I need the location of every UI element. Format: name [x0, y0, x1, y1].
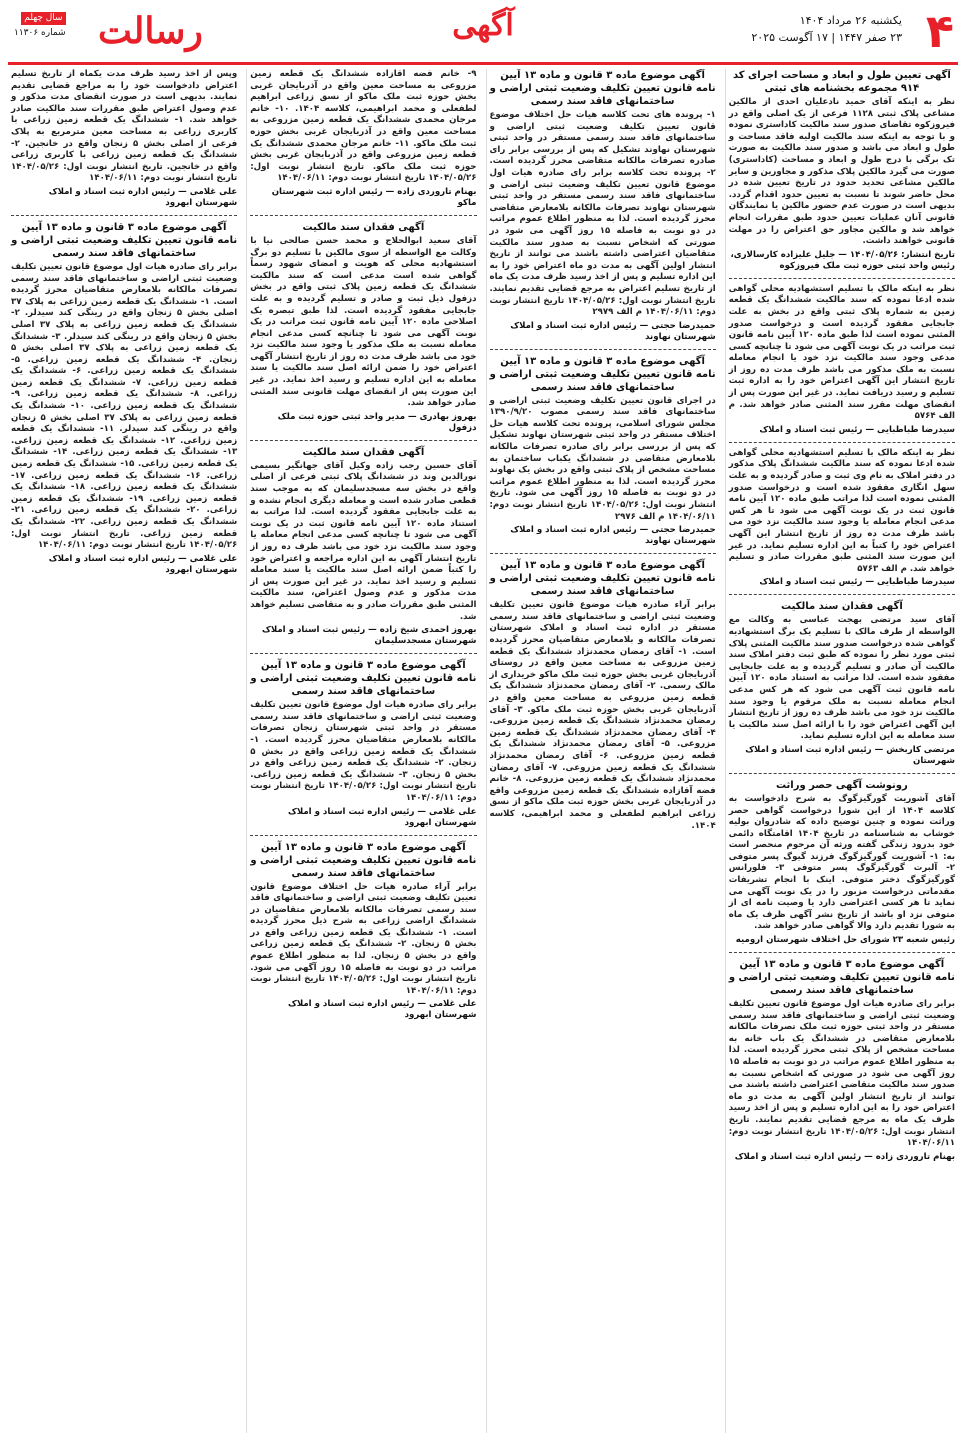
ad-block	[250, 841, 476, 1022]
ad-body: برابر رای صادره هیات اول موضوع قانون تعیین تکلیف وضعیت ثبتی اراضی و ساختمانهای فاقد سند رسمی تصرفات مالکانه بلامعارض متقاضیان محرز گردیده است. ۱- ششدانگ یک قطعه زمین زراعی به پلاک ۳۷ اصلی بخش ۵ زنجان واقع در رینگی کند سیدلر. ۲- ششدانگ یک قطعه زمین زراعی به پلاک ۳۷ اصلی بخش ۵ زنجان واقع در رینگی کند سیدلر. ۳- ششدانگ یک قطعه زمین زراعی به پلاک ۳۷ اصلی بخش ۵ زنجان. ۴- ششدانگ یک قطعه زمین زراعی. ۵- ششدانگ یک قطعه زمین زراعی. ۶- ششدانگ یک قطعه زمین زراعی. ۷- ششدانگ یک قطعه زمین زراعی. ۸- ششدانگ یک قطعه زمین زراعی. ۹- ششدانگ یک قطعه زمین زراعی. ۱۰- ششدانگ یک قطعه زمین زراعی به پلاک ۳۷ اصلی بخش ۵ زنجان واقع در رینگی کند سیدلر. ۱۱- ششدانگ یک قطعه زمین زراعی. ۱۲- ششدانگ یک قطعه زمین زراعی. ۱۳- ششدانگ یک قطعه زمین زراعی. ۱۴- ششدانگ یک قطعه زمین زراعی. ۱۵- ششدانگ یک قطعه زمین زراعی. ۱۶- ششدانگ یک قطعه زمین زراعی. ۱۷- ششدانگ یک قطعه زمین زراعی. ۱۸- ششدانگ یک قطعه زمین زراعی. ۱۹- ششدانگ یک قطعه زمین زراعی. ۲۰- ششدانگ یک قطعه زمین زراعی. ۲۱- ششدانگ یک قطعه زمین زراعی. ۲۲- ششدانگ یک قطعه زمین زراعی. تاریخ انتشار نوبت اول: ۱۴۰۴/۰۵/۲۶ تاریخ انتشار نوبت دوم: ۱۴۰۴/۰۶/۱۱	[11, 261, 238, 551]
ad-title: آگهی موضوع ماده ۳ قانون و ماده ۱۳ آیین نامه قانون تعیین تکلیف وضعیت ثبتی اراضی و ساختمانهای فاقد سند رسمی	[489, 355, 716, 393]
ad-title: آگهی تعیین طول و ابعاد و مساحت اجرای کد ۹۱۴ مجموعه بخشنامه های ثبتی	[732, 70, 951, 94]
page-number: ۴	[925, 4, 954, 58]
ad-columns	[8, 69, 958, 1433]
ad-signature: علی غلامی — رئیس اداره ثبت اسناد و املاک شهرستان ابهرود	[288, 806, 477, 828]
issue-dates	[751, 12, 902, 46]
ad-block	[729, 779, 955, 946]
date-persian: یکشنبه ۲۶ مرداد ۱۴۰۴	[799, 14, 902, 27]
ad-block	[11, 221, 237, 576]
ad-separator	[11, 215, 237, 216]
ad-title: آگهی موضوع ماده ۳ قانون و ماده ۱۳ آیین نامه قانون تعیین تکلیف وضعیت ثبتی اراضی و ساختمانهای فاقد سند رسمی	[250, 660, 477, 698]
ad-signature: بهنام تاروردی زاده — رئیس اداره ثبت شهرستان ماکو	[271, 186, 477, 208]
ad-body: برابر آراء صادره هیات حل اختلاف موضوع قانون تعیین تکلیف وضعیت ثبتی اراضی و ساختمانهای فاقد سند رسمی تصرفات مالکانه بلامعارض متقاضیان در ششدانگ اراضی زراعی به شرح ذیل محرز گردیده است. ۱- ششدانگ یک قطعه زمین زراعی واقع در بخش ۵ زنجان. ۲- ششدانگ یک قطعه زمین زراعی واقع در بخش ۵ زنجان. لذا به منظور اطلاع عموم مراتب در دو نوبت به فاصله ۱۵ روز آگهی می شود. تاریخ انتشار نوبت اول: ۱۴۰۴/۰۵/۲۶ تاریخ انتشار نوبت دوم: ۱۴۰۴/۰۶/۱۱	[250, 881, 477, 996]
ad-separator	[250, 215, 476, 216]
ad-signature: علی غلامی — رئیس اداره ثبت اسناد و املاک شهرستان ابهرود	[288, 999, 477, 1021]
ad-title: آگهی فقدان سند مالکیت	[780, 601, 903, 613]
ad-signature: تاریخ انتشار: ۱۴۰۴/۰۵/۲۶ — جلیل علیزاده کارسالاری، رئیس واحد ثبتی حوزه ثبت ملک فیروزکوه	[730, 249, 955, 271]
ad-separator	[729, 442, 955, 443]
ad-block	[490, 559, 716, 832]
column-4	[8, 69, 240, 1433]
ad-body: نظر به اینکه مالک با تسلیم استشهادیه محلی گواهی شده ادعا نموده که سند مالکیت ششدانگ پلاک مذکور در دفتر املاک به نام وی ثبت و صادر گردیده و به علت سهل انگاری مفقود شده است و درخواست صدور المثنی نموده است لذا مراتب طبق ماده ۱۲۰ آیین نامه قانون ثبت در یک نوبت آگهی می شود تا هر کس مدعی انجام معامله یا وجود سند مالکیت نزد خود می باشد ظرف مدت ده روز از تاریخ انتشار این آگهی اعتراض خود را کتباً به این اداره تسلیم نماید. در غیر این صورت سند المثنی طبق مقررات صادر و تسلیم خواهد شد. م الف ۵۷۶۳	[728, 447, 955, 574]
ad-title: آگهی موضوع ماده ۳ قانون و ماده ۱۳ آیین نامه قانون تعیین تکلیف وضعیت ثبتی اراضی و ساختمانهای فاقد سند رسمی	[250, 841, 477, 879]
ad-block	[729, 958, 955, 1163]
ad-block	[729, 448, 955, 589]
ad-block	[250, 659, 476, 828]
ad-block	[729, 69, 955, 272]
ad-title: آگهی موضوع ماده ۳ قانون و ماده ۱۳ آیین نامه قانون تعیین تکلیف وضعیت ثبتی اراضی و ساختمانهای فاقد سند رسمی	[489, 70, 716, 107]
ad-title: رونوشت آگهی حصر وراثت	[775, 779, 908, 791]
ad-separator	[729, 278, 955, 279]
ad-signature: مرتضی کاربخش — رئیس اداره ثبت اسناد و املاک شهرستان	[745, 744, 955, 766]
ad-signature: علی غلامی — رئیس اداره ثبت اسناد و املاک شهرستان ابهرود	[48, 186, 238, 208]
date-hijri-gregorian: ۲۳ صفر ۱۴۴۷ | ۱۷ آگوست ۲۰۲۵	[751, 31, 902, 44]
ad-separator	[729, 952, 955, 953]
ad-body: وپس از اخذ رسید ظرف مدت یکماه از تاریخ تسلیم اعتراض دادخواست خود را به مراجع قضایی تقدیم نمایند. بدیهی است در صورت انقضای مدت مذکور و عدم وصول اعتراض طبق مقررات سند مالکیت صادر خواهد شد. ۱- ششدانگ یک قطعه زمین زراعی با کاربری زراعی به مساحت معین مترمربع به پلاک فرعی از اصلی بخش ۵ زنجان واقع در خانجین. ۲- ششدانگ یک قطعه زمین زراعی با کاربری زراعی واقع در خانجین. تاریخ انتشار نوبت اول: ۱۴۰۴/۰۵/۲۶ تاریخ انتشار نوبت دوم: ۱۴۰۴/۰۶/۱۱	[11, 69, 238, 184]
header-rule	[8, 62, 958, 65]
ad-signature: سیدرضا طباطبایی — رئیس ثبت اسناد و املاک	[759, 424, 955, 435]
ad-body: در اجرای قانون تعیین تکلیف وضعیت ثبتی اراضی و ساختمانهای فاقد سند رسمی مصوب ۱۳۹۰/۹/۲۰ مجلس شورای اسلامی، پرونده تحت کلاسه هیات حل اختلاف مستقر در واحد ثبتی شهرستان نهاوند تشکیل که پس از بررسی برابر رای صادره تصرفات مالکانه بلامعارض متقاضی در ششدانگ یکباب ساختمان به مساحت مشخص از پلاک ثبتی واقع در بخش یک نهاوند محرز گردیده است. لذا به منظور اطلاع عموم مراتب در دو نوبت به فاصله ۱۵ روز آگهی می شود. تاریخ انتشار نوبت اول: ۱۴۰۴/۰۵/۲۶ تاریخ انتشار نوبت دوم: ۱۴۰۴/۰۶/۱۱ م الف ۲۹۷۶	[489, 395, 716, 522]
ad-body: نظر به اینکه آقای حمید نادعلیان احدی از مالکین مشاعی پلاک ثبتی ۱۱۲۸ فرعی از یک اصلی واقع در فیروزکوه تقاضای صدور سند مالکیت کاداستری نموده و با توجه به اینکه سند مالکیت اولیه فاقد مساحت و طول و ابعاد می باشد و صدور سند مالکیت به صورت تک برگی با درج طول و ابعاد و مساحت (کاداستری) صورت می گیرد مالکین پلاک مذکور و مجاورین و سایر مالکین مشاعی تحدید حدود در تاریخ تعیین شده در محل حاضر شوند تا نسبت به تعیین حدود اقدام گردد. بدیهی است در صورت عدم حضور مالکین یا نمایندگان قانونی آنان عملیات تعیین حدود طبق مقررات انجام خواهد شد و مالکین مجاور حق اعتراض را در مهلت قانونی خواهند داشت.	[728, 97, 955, 247]
ad-separator	[250, 440, 476, 441]
ad-separator	[250, 835, 476, 836]
ad-block	[250, 221, 476, 434]
ad-title: آگهی فقدان سند مالکیت	[302, 446, 425, 458]
ad-block	[729, 284, 955, 436]
ad-title: آگهی موضوع ماده ۳ قانون و ماده ۱۳ آیین نامه قانون تعیین تکلیف وضعیت ثبتی اراضی و ساختمانهای فاقد سند رسمی	[728, 959, 955, 997]
ad-signature: بهروز بهادری — مدیر واحد ثبتی حوزه ثبت ملک دزفول	[277, 411, 477, 433]
section-title: آگهی	[452, 8, 514, 43]
ad-block	[490, 69, 716, 343]
ad-signature: سیدرضا طباطبایی — رئیس ثبت اسناد و املاک	[759, 577, 955, 588]
ad-body: آقای سید مرتضی بهجت عباسی به وکالت مع الواسطه از طرف مالک با تسلیم یک برگ استشهادیه گواهی شده درخواست صدور سند مالکیت المثنی پلاک ثبتی مورد نظر را نموده که طبق ثبت دفتر املاک سند مالکیت آن صادر و تسلیم گردیده و به علت جابجایی مفقود شده است. لذا مراتب به استناد ماده ۱۲۰ آیین نامه قانون ثبت آگهی می شود که هر کس مدعی انجام معامله نسبت به ملک مرقوم یا وجود سند مالکیت نزد خود می باشد ظرف ده روز از تاریخ انتشار این آگهی اعتراض خود را با ارائه اصل سند مالکیت یا سند معامله به این اداره تسلیم نماید.	[728, 615, 956, 742]
ad-body: ۹- خانم فضه آقازاده ششدانگ یک قطعه زمین مزروعی به مساحت معین واقع در آذربایجان غربی بخش حوزه ثبت ملک ماکو از نسق زراعی ابراهیم لطفعلی و محمد ابراهیمی، کلاسه ۱۴۰۴. ۱۰- خانم مرجان محمدی ششدانگ یک قطعه زمین مزروعی به مساحت معین واقع در آذربایجان غربی بخش حوزه ثبت ملک ماکو. ۱۱- خانم مرجان محمدی ششدانگ یک قطعه زمین مزروعی واقع در آذربایجان غربی بخش حوزه ثبت ملک ماکو. تاریخ انتشار نوبت اول: ۱۴۰۴/۰۵/۲۶ تاریخ انتشار نوبت دوم: ۱۴۰۴/۰۶/۱۱	[250, 69, 477, 184]
column-3	[246, 69, 479, 1433]
issue-meta	[14, 12, 66, 40]
issue-number: شماره ۱۱۳۰۶	[14, 28, 66, 38]
ad-body: برابر رای صادره هیات اول موضوع قانون تعیین تکلیف وضعیت ثبتی اراضی و ساختمانهای فاقد سند رسمی مستقر در واحد ثبتی حوزه ثبت ملک تصرفات مالکانه بلامعارض متقاضی در ششدانگ یک باب خانه به مساحت مشخص از پلاک ثبتی محرز گردیده است. لذا به منظور اطلاع عموم مراتب در دو نوبت به فاصله ۱۵ روز آگهی می شود در صورتی که اشخاص نسبت به صدور سند مالکیت متقاضی اعتراضی داشته باشند می توانند از تاریخ انتشار اولین آگهی به مدت دو ماه اعتراض خود را به این اداره تسلیم و پس از اخذ رسید ظرف یک ماه به مرجع قضایی تقدیم نمایند. تاریخ انتشار نوبت اول: ۱۴۰۴/۰۵/۲۶ تاریخ انتشار نوبت دوم: ۱۴۰۴/۰۶/۱۱	[728, 999, 955, 1149]
volume-year: سال چهلم	[21, 12, 65, 25]
ad-body: نظر به اینکه مالک با تسلیم استشهادیه محلی گواهی شده ادعا نموده که سند مالکیت ششدانگ یک قطعه زمین به شماره پلاک ثبتی واقع در بخش به علت جابجایی مفقود گردیده است و درخواست صدور المثنی نموده است لذا طبق ماده ۱۲۰ آیین نامه قانون ثبت مراتب در یک نوبت آگهی می شود تا چنانچه کسی مدعی وجود سند مالکیت نزد خود یا انجام معامله نسبت به ملک مذکور می باشد ظرف مدت ده روز از تاریخ انتشار این آگهی اعتراض خود را به اداره ثبت تسلیم و رسید دریافت نماید. در غیر این صورت پس از انقضای مهلت مقرر سند المثنی صادر خواهد شد. م الف ۵۷۶۴	[728, 283, 955, 422]
ad-body: برابر آراء صادره هیات موضوع قانون تعیین تکلیف وضعیت ثبتی اراضی و ساختمانهای فاقد سند رسمی مستقر در اداره ثبت اسناد و املاک شهرستان تصرفات مالکانه و بلامعارض متقاضیان محرز گردیده است. ۱- آقای رمضان محمدنژاد ششدانگ یک قطعه زمین مزروعی به مساحت معین واقع در روستای آذربایجان غربی بخش حوزه ثبت ملک ماکو خریداری از مالک رسمی. ۲- آقای رمضان محمدنژاد ششدانگ یک قطعه زمین مزروعی به مساحت معین واقع در آذربایجان غربی بخش حوزه ثبت ملک ماکو. ۳- آقای رمضان محمدنژاد ششدانگ یک قطعه زمین مزروعی. ۴- آقای رمضان محمدنژاد ششدانگ یک قطعه زمین مزروعی. ۵- آقای رمضان محمدنژاد ششدانگ یک قطعه زمین مزروعی. ۶- آقای رمضان محمدنژاد ششدانگ یک قطعه زمین مزروعی. ۷- آقای رمضان محمدنژاد ششدانگ یک قطعه زمین مزروعی. ۸- خانم فضه آقازاده ششدانگ یک قطعه زمین مزروعی واقع در آذربایجان غربی بخش حوزه ثبت ملک ماکو از نسق زراعی ابراهیم لطفعلی و محمد ابراهیمی، کلاسه ۱۴۰۴.	[489, 600, 716, 831]
ad-body: برابر رای صادره هیات اول موضوع قانون تعیین تکلیف وضعیت ثبتی اراضی و ساختمانهای فاقد سند رسمی مستقر در واحد ثبتی شهرستان زنجان تصرفات مالکانه بلامعارض متقاضیان محرز گردیده است. ۱- ششدانگ یک قطعه زمین زراعی واقع در بخش ۵ زنجان. ۲- ششدانگ یک قطعه زمین زراعی واقع در بخش ۵ زنجان. ۳- ششدانگ یک قطعه زمین زراعی. تاریخ انتشار نوبت اول: ۱۴۰۴/۰۵/۲۶ تاریخ انتشار نوبت دوم: ۱۴۰۴/۰۶/۱۱	[250, 700, 477, 803]
ad-body: آقای سعید ابوالحلاج و محمد حسن صالحی نیا با وکالت مع الواسطه از سوی مالکین با تسلیم دو برگ استشهادیه محلی که هویت و امضای شهود رسماً گواهی شده است مدعی است که سند مالکیت ششدانگ یک قطعه زمین پلاک ثبتی واقع در بخش دزفول ذیل ثبت و صادر و تسلیم گردیده و به علت جابجایی مفقود گردیده است. لذا طبق تبصره یک اصلاحی ماده ۱۲۰ آیین نامه قانون ثبت مراتب در یک نوبت آگهی می شود تا چنانچه کسی مدعی انجام معامله نسبت به ملک مذکور یا وجود سند مالکیت نزد خود می باشد ظرف مدت ده روز از تاریخ انتشار آگهی اعتراض خود را ضمن ارائه اصل سند مالکیت یا سند معامله به این اداره تسلیم و رسید اخذ نماید. در غیر این صورت پس از انقضای مهلت قانونی سند المثنی صادر خواهد شد.	[250, 235, 477, 409]
ad-block	[250, 69, 476, 209]
ad-block	[250, 446, 476, 647]
ad-separator	[729, 594, 955, 595]
ad-title: آگهی موضوع ماده ۳ قانون و ماده ۱۳ آیین نامه قانون تعیین تکلیف وضعیت ثبتی اراضی و ساختمانهای فاقد سند رسمی	[489, 560, 716, 598]
column-1	[725, 69, 958, 1433]
ad-signature: علی غلامی — رئیس اداره ثبت اسناد و املاک شهرستان ابهرود	[48, 553, 238, 575]
ad-block	[729, 600, 955, 767]
ad-block	[490, 355, 716, 548]
ad-signature: حمیدرضا حجتی — رئیس اداره ثبت اسناد و املاک شهرستان نهاوند	[510, 320, 716, 342]
column-2	[486, 69, 719, 1433]
ad-body: آقای حسین رجب زاده وکیل آقای جهانگیر بسیمی نورالدین وند در ششدانگ پلاک ثبتی فرعی از اصلی واقع در بخش سه مسجدسلیمان که به موجب سند قطعی صادر شده است و معامله دیگری انجام نشده و به علت جابجایی مفقود گردیده است. لذا مراتب به استناد ماده ۱۲۰ آیین نامه قانون ثبت در یک نوبت آگهی می شود تا چنانچه کسی مدعی انجام معامله یا وجود سند مالکیت نزد خود می باشد ظرف ده روز از تاریخ انتشار آگهی به این اداره مراجعه و اعتراض خود را کتباً ضمن ارائه اصل سند مالکیت یا سند معامله تسلیم و رسید اخذ نماید. در غیر این صورت پس از مدت مذکور و عدم وصول اعتراض، سند مالکیت المثنی طبق مقررات صادر و به متقاضی تسلیم خواهد شد.	[250, 460, 477, 622]
ad-signature: بهنام تاروردی زاده — رئیس اداره ثبت اسناد و املاک	[734, 1151, 955, 1162]
ad-separator	[250, 653, 476, 654]
ad-separator	[729, 773, 955, 774]
ad-signature: حمیدرضا حجتی — رئیس اداره ثبت اسناد و املاک شهرستان نهاوند	[510, 525, 716, 547]
ad-signature: بهروز احمدی شیخ زاده — رئیس ثبت اسناد و املاک شهرستان مسجدسلیمان	[262, 625, 477, 647]
ad-body: ۱- پرونده های تحت کلاسه هیات حل اختلاف موضوع قانون تعیین تکلیف وضعیت ثبتی اراضی و ساختمانهای فاقد سند رسمی مستقر در واحد ثبتی شهرستان نهاوند تشکیل که پس از بررسی برابر رای صادره تصرفات مالکانه متقاضی محرز گردیده است. ۲- پرونده تحت کلاسه برابر رای صادره هیات اول موضوع قانون تعیین تکلیف وضعیت ثبتی اراضی و ساختمانهای فاقد سند رسمی مستقر در واحد ثبتی شهرستان نهاوند تصرفات مالکانه بلامعارض متقاضی محرز گردیده است. لذا به منظور اطلاع عموم مراتب در دو نوبت به فاصله ۱۵ روز آگهی می شود در صورتی که اشخاص نسبت به صدور سند مالکیت متقاضیان اعتراضی داشته باشند می توانند از تاریخ انتشار اولین آگهی به مدت دو ماه اعتراض خود را به این اداره تسلیم و پس از اخذ رسید ظرف مدت یک ماه از تاریخ تسلیم اعتراض به مرجع قضایی تقدیم نمایند. تاریخ انتشار نوبت اول: ۱۴۰۴/۰۵/۲۶ تاریخ انتشار نوبت دوم: ۱۴۰۴/۰۶/۱۱ م الف ۲۹۷۹	[489, 110, 716, 318]
ad-body: آقای آشوریت گورگیزگوگ به شرح دادخواست به کلاسه ۱۴۰۴ از این شورا درخواست گواهی حصر وراثت نموده و چنین توضیح داده که شادروان بولیه خوشاب به شناسنامه در تاریخ ۱۴۰۴ اقامتگاه دائمی خود بدرود زندگی گفته ورثه آن مرحوم منحصر است به: ۱- آشوریت گورگیزگوگ فرزند گیوگ پسر متوفی ۲- آلبرت گورگیزگوگ پسر متوفی ۳- فلورانس گورگیزگوگ دختر متوفی. اینک با انجام تشریفات مقدماتی درخواست مزبور را در یک نوبت آگهی می نماید تا هر کسی اعتراضی دارد یا وصیت نامه ای از متوفی نزد او باشد از تاریخ نشر آگهی ظرف یک ماه به شورا تقدیم دارد والا گواهی صادر خواهد شد.	[728, 793, 955, 932]
ad-title: آگهی فقدان سند مالکیت	[302, 221, 425, 233]
ad-separator	[490, 553, 716, 554]
newspaper-logo: رسالت	[98, 10, 203, 52]
ad-separator	[490, 349, 716, 350]
ad-title: آگهی موضوع ماده ۳ قانون و ماده ۱۳ آیین نامه قانون تعیین تکلیف وضعیت ثبتی اراضی و ساختمانهای فاقد سند رسمی	[11, 221, 238, 259]
masthead	[8, 6, 958, 62]
ad-block	[11, 69, 237, 209]
ad-signature: رئیس شعبه ۲۳ شورای حل اختلاف شهرستان ارومیه	[735, 935, 955, 946]
